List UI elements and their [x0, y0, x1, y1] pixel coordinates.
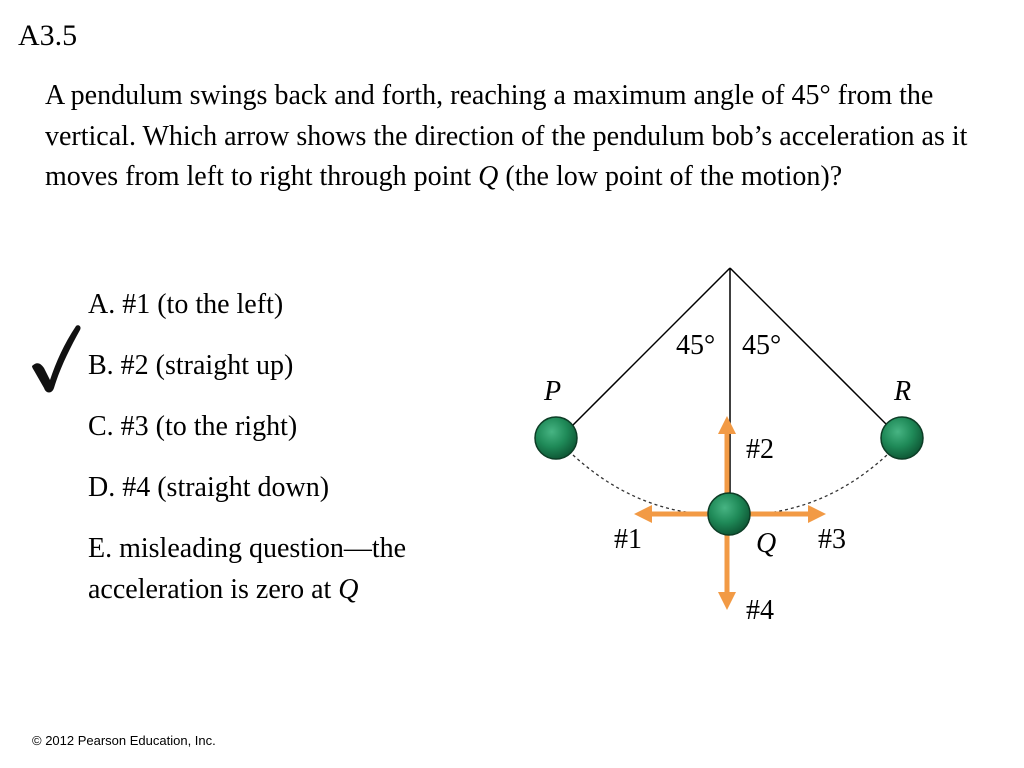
- question-text-part1: A pendulum swings back and forth, reaching a maximum angle of 45° from the vertical. Which arrow shows the direction of the pendulum bob’s acceleration as it moves from left to right through point: [45, 80, 968, 192]
- arrow-4-label: #4: [746, 595, 774, 626]
- option-e[interactable]: [88, 528, 508, 610]
- point-q-label: Q: [756, 528, 777, 559]
- arrow-4: [718, 528, 736, 610]
- checkmark-icon: [28, 322, 84, 394]
- bob-r: [881, 417, 923, 459]
- arrow-3: [740, 505, 826, 523]
- arrow-2: [718, 416, 736, 498]
- pendulum-diagram: [520, 260, 950, 630]
- option-b[interactable]: B. #2 (straight up): [88, 350, 294, 381]
- answer-options: [88, 284, 508, 630]
- question-point-q: Q: [478, 161, 499, 192]
- slide-number: A3.5: [18, 19, 78, 52]
- point-r-label: R: [894, 376, 912, 407]
- question-text: [45, 76, 1005, 198]
- copyright-notice: © 2012 Pearson Education, Inc.: [32, 733, 216, 748]
- arrow-3-label: #3: [818, 524, 846, 555]
- point-p-label: P: [544, 376, 562, 407]
- arrow-2-label: #2: [746, 434, 774, 465]
- option-e-point-q: Q: [338, 574, 359, 605]
- angle-right-label: 45°: [742, 330, 782, 361]
- option-a[interactable]: A. #1 (to the left): [88, 289, 284, 320]
- arrow-1: [634, 505, 720, 523]
- option-d[interactable]: D. #4 (straight down): [88, 472, 330, 503]
- bob-p: [535, 417, 577, 459]
- question-text-part2: (the low point of the motion)?: [498, 161, 843, 192]
- option-e-line2: acceleration is zero at: [88, 574, 339, 605]
- option-e-line1: E. misleading question—the: [88, 533, 407, 564]
- arrow-1-label: #1: [614, 524, 642, 555]
- option-c[interactable]: C. #3 (to the right): [88, 411, 298, 442]
- angle-left-label: 45°: [676, 330, 716, 361]
- bob-q: [708, 493, 750, 535]
